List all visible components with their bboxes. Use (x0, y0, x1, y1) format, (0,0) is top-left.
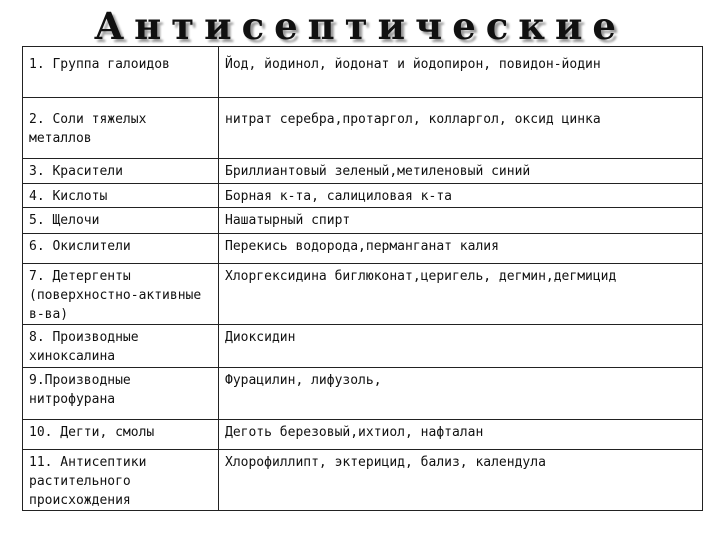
category-cell: 2. Соли тяжелых металлов (23, 98, 219, 159)
agents-cell: нитрат серебра,протаргол, колларгол, оксид цинка (219, 98, 703, 159)
table-row (23, 420, 703, 450)
agents-cell: Хлоргексидина биглюконат,церигель, дегмин,дегмицид (219, 264, 703, 325)
category-cell: 4. Кислоты (23, 184, 219, 208)
table-row (23, 208, 703, 234)
table-row (23, 159, 703, 184)
category-cell: 8. Производные хиноксалина (23, 325, 219, 368)
table-row (23, 325, 703, 368)
agents-cell: Диоксидин (219, 325, 703, 368)
agents-cell: Борная к-та, салициловая к-та (219, 184, 703, 208)
agents-cell: Йод, йодинол, йодонат и йодопирон, повидон-йодин (219, 47, 703, 98)
antiseptics-table (22, 46, 703, 511)
table-row (23, 264, 703, 325)
table-row (23, 234, 703, 264)
category-cell: 6. Окислители (23, 234, 219, 264)
category-cell: 5. Щелочи (23, 208, 219, 234)
agents-cell: Бриллиантовый зеленый,метиленовый синий (219, 159, 703, 184)
table-row (23, 47, 703, 98)
agents-cell: Фурацилин, лифузоль, (219, 368, 703, 420)
agents-cell: Перекись водорода,перманганат калия (219, 234, 703, 264)
table-row (23, 98, 703, 159)
table-row (23, 450, 703, 511)
category-cell: 7. Детергенты (поверхностно-активные в-ва) (23, 264, 219, 325)
agents-cell: Деготь березовый,ихтиол, нафталан (219, 420, 703, 450)
category-cell: 10. Дегти, смолы (23, 420, 219, 450)
category-cell: 11. Антисептики растительного происхождения (23, 450, 219, 511)
category-cell: 9.Производные нитрофурана (23, 368, 219, 420)
table-row (23, 184, 703, 208)
agents-cell: Нашатырный спирт (219, 208, 703, 234)
category-cell: 1. Группа галоидов (23, 47, 219, 98)
slide-title: Антисептические (94, 4, 626, 48)
table-row (23, 368, 703, 420)
category-cell: 3. Красители (23, 159, 219, 184)
agents-cell: Хлорофиллипт, эктерицид, бализ, календула (219, 450, 703, 511)
